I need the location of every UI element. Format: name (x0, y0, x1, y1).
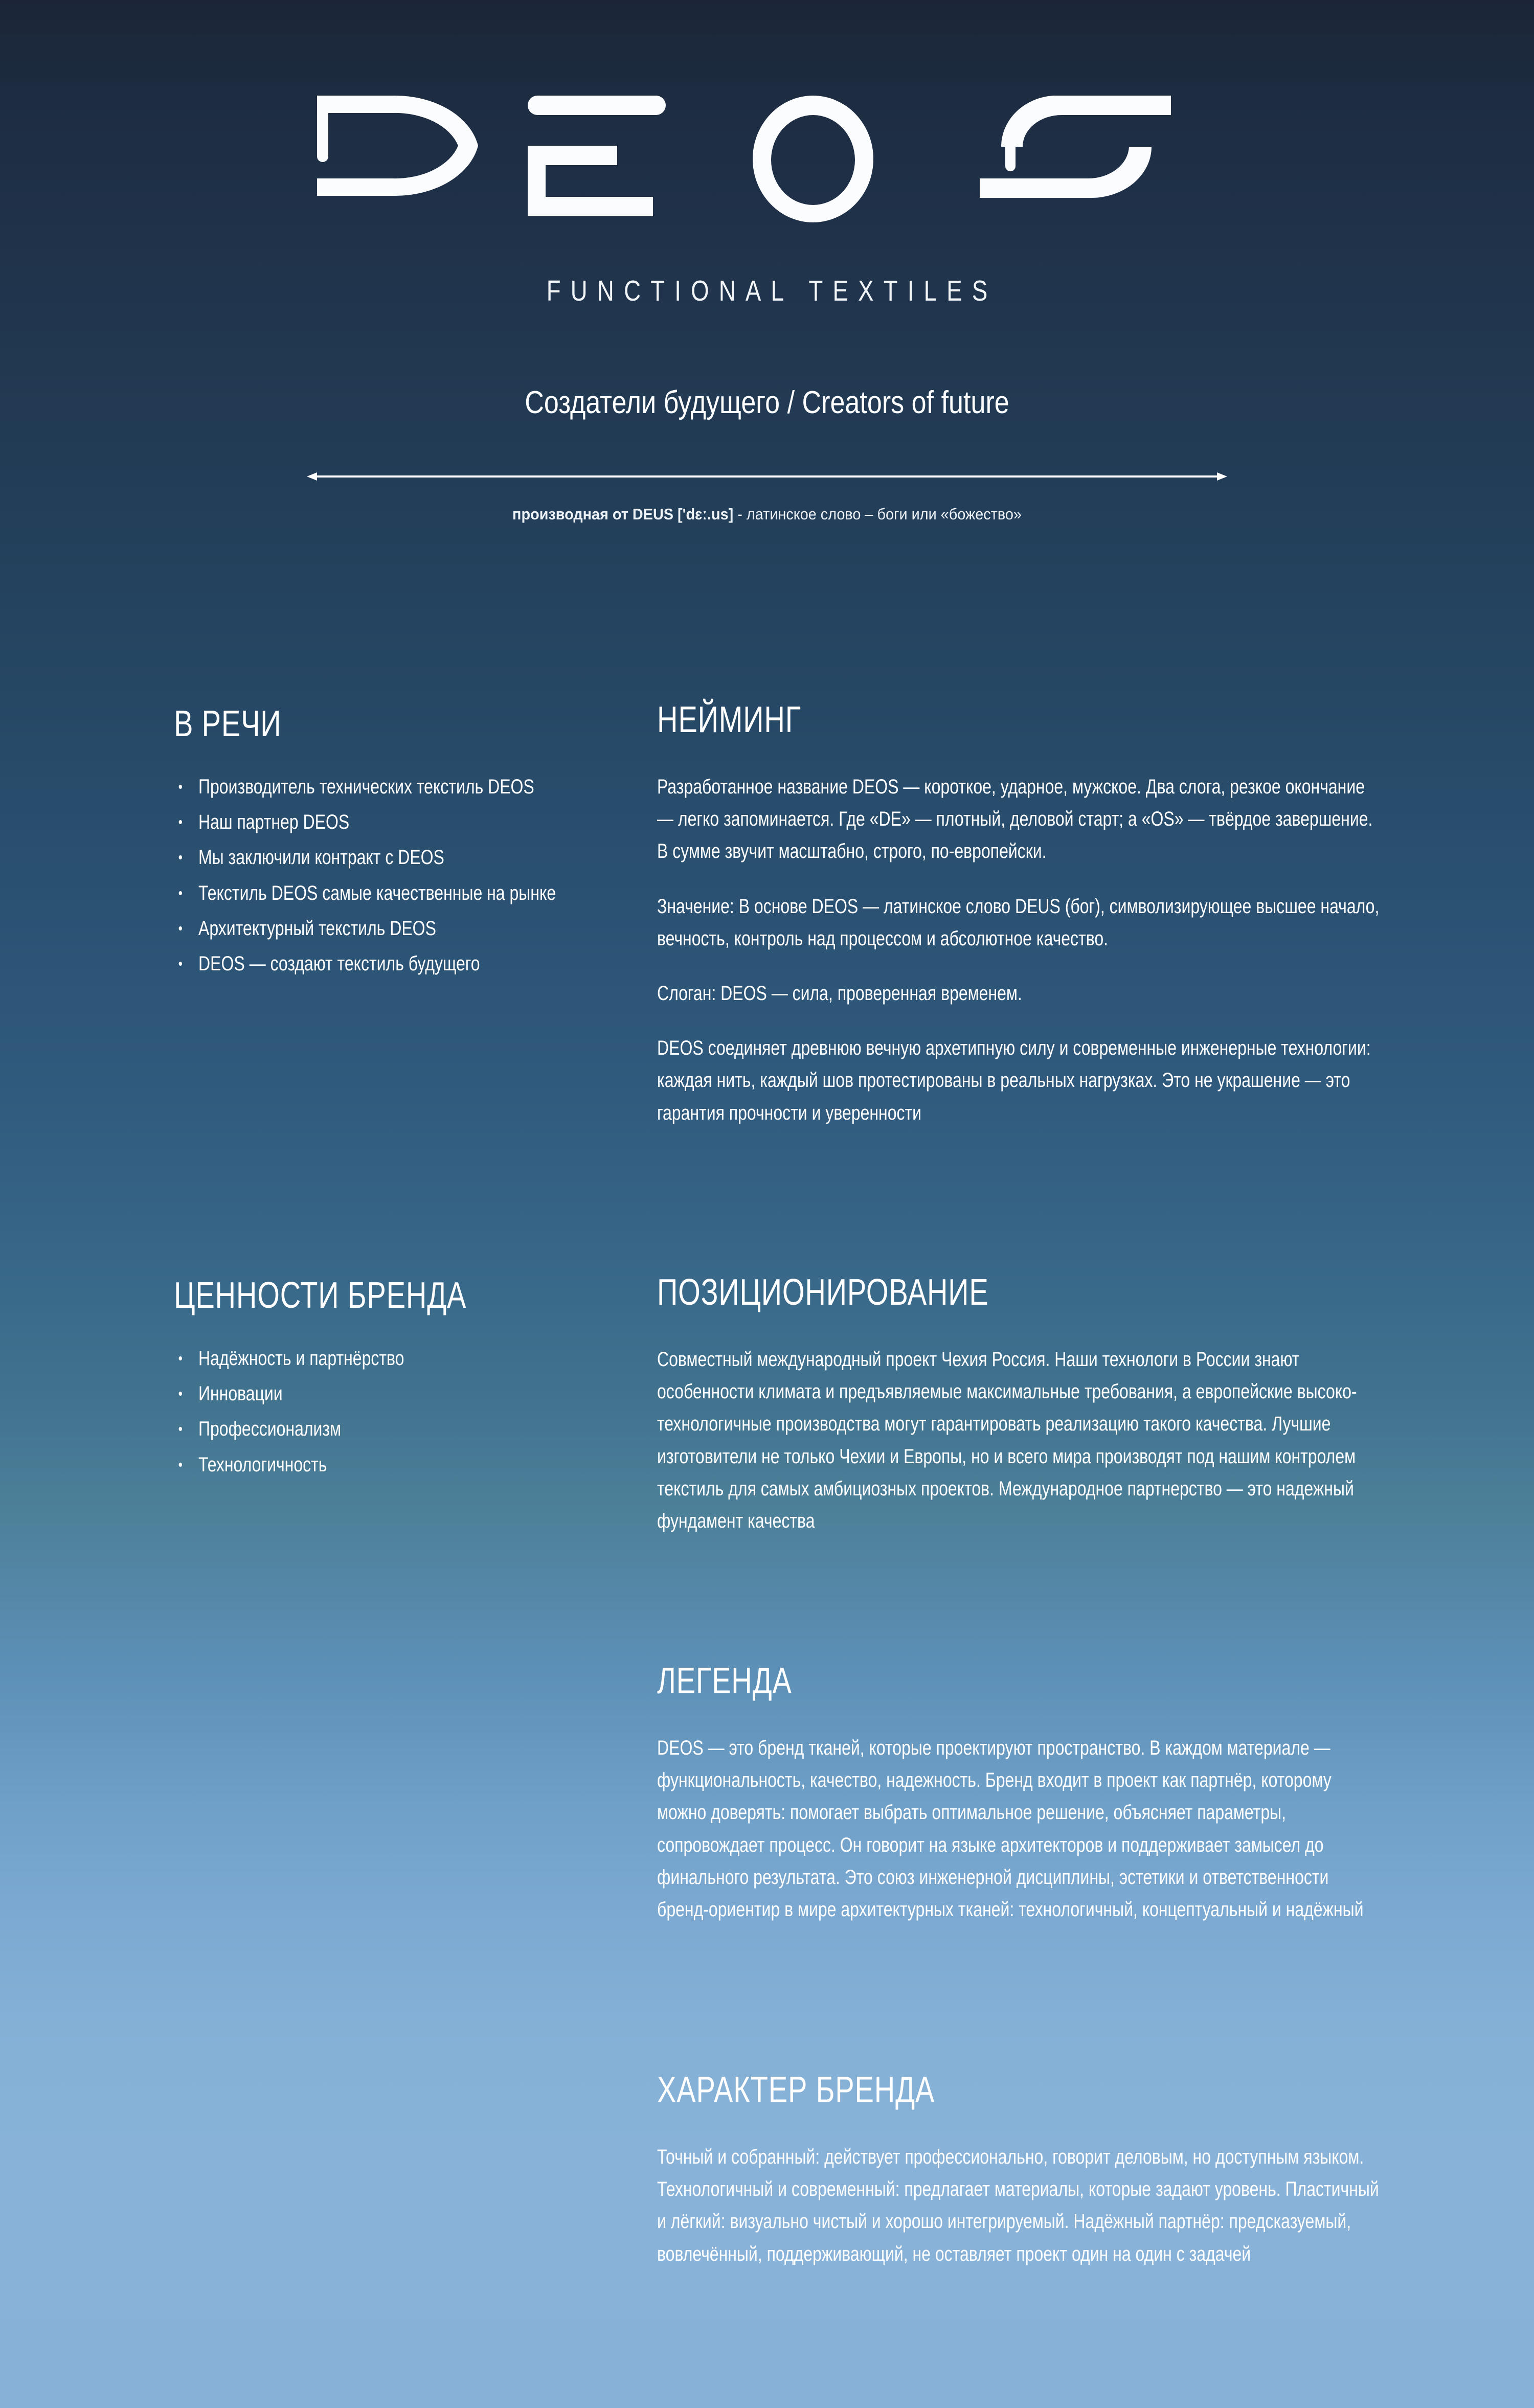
section-values (174, 1277, 695, 1484)
list-item: Архитектурный текстиль DEOS (174, 913, 695, 945)
double-arrow-divider (307, 470, 1227, 483)
paragraph: Разработанное название DEOS — короткое, ударное, мужское. Два слога, резкое окончание — легко запоминается. Где «DE» — плотный, деловой старт; а «OS» — твёрдое завершение. В сумме звучит масштабно, строго, по-европейски. (657, 776, 1373, 863)
list-item: Надёжность и партнёрство (174, 1343, 695, 1375)
name-origin-note (54, 505, 1480, 524)
positioning-body (657, 1344, 1383, 1537)
naming-body (657, 771, 1383, 1129)
paragraph: Совместный международный проект Чехия Россия. Наши технологи в России знают особенности климата и предъявляемые максимальные требования, а европейские высоко-технологичные производства могут гарантировать реализацию такого качества. Лучшие изготовители не только Чехии и Европы, но и всего мира производят под нашим контролем текстиль для самых амбициозных проектов. Международное партнерство — это надежный фундамент качества (657, 1348, 1357, 1532)
list-item: Технологичность (174, 1449, 695, 1481)
character-body (657, 2141, 1383, 2270)
paragraph: Точный и собранный: действует профессионально, говорит деловым, но доступным языком. Технологичный и современный: предлагает материалы, которые задают уровень. Пластичный и лёгкий: визуально чистый и хорошо интегрируемый. Надёжный партнёр: предсказуемый, вовлечённый, поддерживающий, не оставляет проект один на один с задачей (657, 2146, 1379, 2265)
paragraph: DEOS — это бренд тканей, которые проектируют пространство. В каждом материале — функциональность, качество, надежность. Бренд входит в проект как партнёр, которому можно доверять: помогает выбрать оптимальное решение, объясняет параметры, сопровождает процесс. Он говорит на языке архитекторов и поддерживает замысел до финального результата. Это союз инженерной дисциплины, эстетики и ответственности бренд-ориентир в мире архитектурных тканей: технологичный, концептуальный и надёжный (657, 1737, 1364, 1921)
naming-heading: НЕЙМИНГ (657, 699, 801, 740)
list-item: Профессионализм (174, 1413, 695, 1445)
section-character (657, 2072, 1383, 2270)
paragraph: Значение: В основе DEOS — латинское слово DEUS (бог), символизирующее высшее начало, вечность, контроль над процессом и абсолютное качество. (657, 895, 1380, 950)
section-naming (657, 701, 1383, 1129)
list-item: Мы заключили контракт с DEOS (174, 842, 695, 874)
list-item: DEOS — создают текстиль будущего (174, 948, 695, 980)
legend-heading: ЛЕГЕНДА (657, 1661, 792, 1701)
paragraph: Слоган: DEOS — сила, проверенная временем. (657, 982, 1022, 1005)
values-list (174, 1343, 695, 1481)
character-heading: ХАРАКТЕР БРЕНДА (657, 2070, 935, 2110)
speech-heading: В РЕЧИ (174, 703, 282, 744)
list-item: Инновации (174, 1378, 695, 1410)
section-legend (657, 1663, 1383, 1926)
brand-subtitle: FUNCTIONAL TEXTILES (546, 275, 998, 307)
name-origin-bold: производная от DEUS ['dɛː.us] (512, 505, 734, 523)
deos-logo (0, 69, 1534, 222)
paragraph: DEOS соединяет древнюю вечную архетипную силу и современные инженерные технологии: каждая нить, каждый шов протестированы в реальных нагрузках. Это не украшение — это гарантия прочности и уверенности (657, 1037, 1371, 1124)
brand-tagline: Создатели будущего / Creators of future (525, 385, 1009, 420)
legend-body (657, 1732, 1383, 1926)
list-item: Наш партнер DEOS (174, 806, 695, 838)
list-item: Производитель технических текстиль DEOS (174, 771, 695, 803)
speech-list (174, 771, 695, 980)
values-heading: ЦЕННОСТИ БРЕНДА (174, 1275, 467, 1316)
section-speech (174, 703, 695, 983)
positioning-heading: ПОЗИЦИОНИРОВАНИЕ (657, 1272, 989, 1313)
list-item: Текстиль DEOS самые качественные на рынке (174, 877, 695, 910)
name-origin-rest: - латинское слово – боги или «божество» (733, 505, 1022, 523)
section-positioning (657, 1274, 1383, 1537)
deos-logo-mark (297, 69, 1237, 222)
